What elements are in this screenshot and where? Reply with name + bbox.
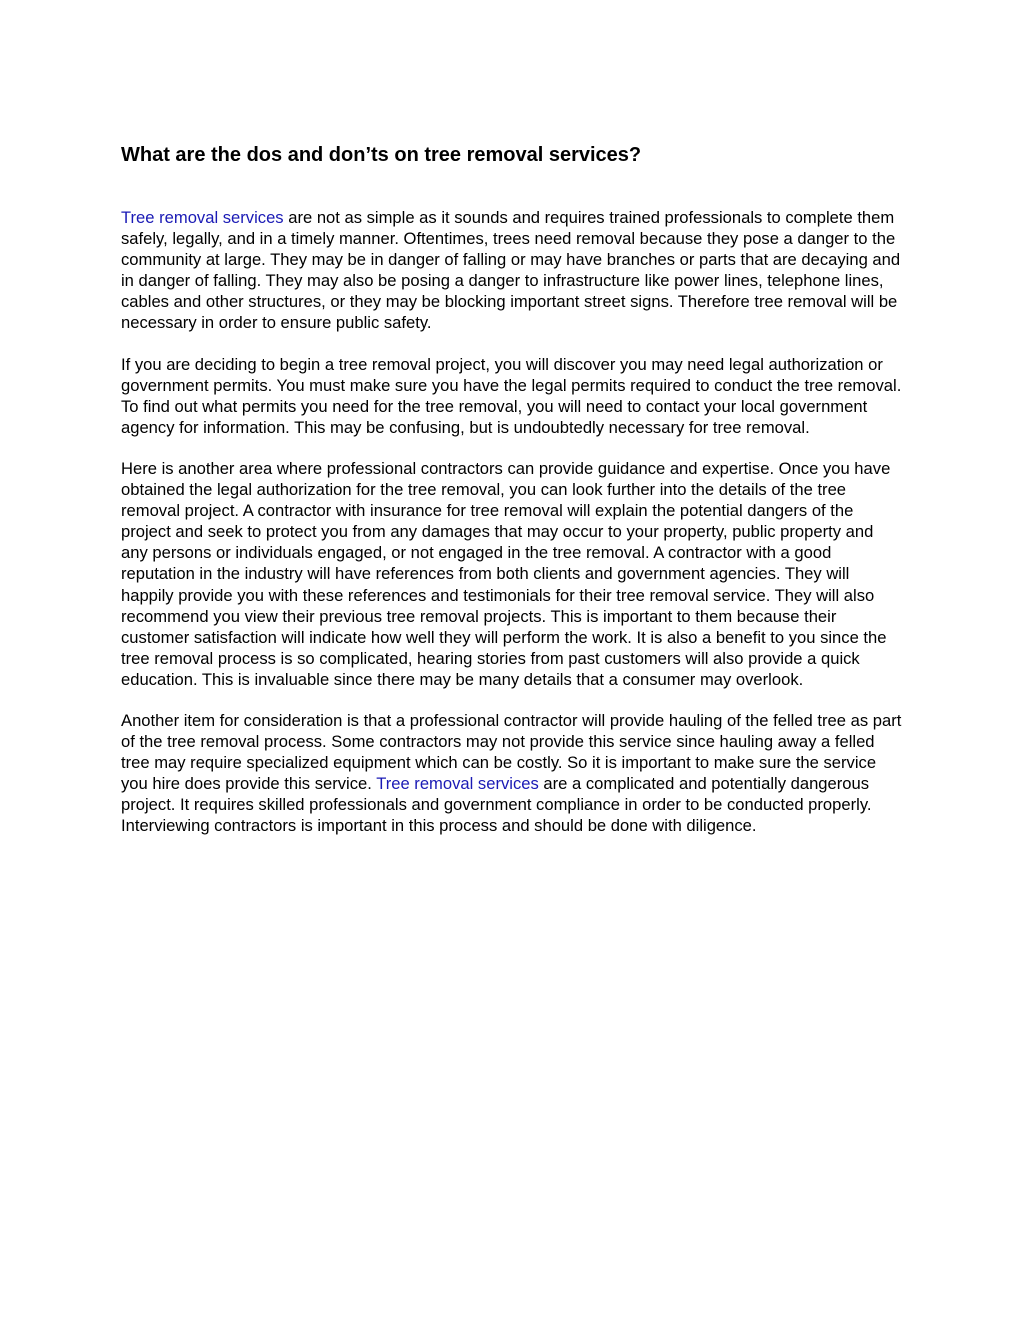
tree-removal-services-link-1[interactable]: Tree removal services: [121, 208, 284, 227]
paragraph-1: [121, 207, 903, 334]
paragraph-4: [121, 710, 903, 837]
article-body: [121, 207, 903, 857]
paragraph-4-text-before: Another item for consideration is that a professional contractor will provide hauling of the felled tree as part of the tree removal process. Some contractors may not provide this service since hauling away a felled tree may require specialized equipment which can be costly. So it is important to make sure the service you hire does provide this service.: [121, 710, 902, 794]
tree-removal-services-link-2[interactable]: Tree removal services: [376, 774, 539, 794]
paragraph-3-text: Here is another area where professional contractors can provide guidance and expertise. Once you have obtained the legal authorization for the tree removal, you can look further into the details of the tree removal project. A contractor with insurance for tree removal will explain the potential dangers of the project and seek to protect you from any damages that may occur to your property, public property and any persons or individuals engaged, or not engaged in the tree removal. A contractor with a good reputation in the industry will have references from both clients and government agencies. They will happily provide you with these references and testimonials for their tree removal service. They will also recommend you view their previous tree removal projects. This is important to them because their customer satisfaction will indicate how well they will perform the work. It is also a benefit to you since the tree removal process is so complicated, hearing stories from past customers will also provide a quick education. This is invaluable since there may be many details that a consumer may overlook.: [121, 458, 891, 689]
page-title: What are the dos and don’ts on tree removal services?: [121, 144, 642, 166]
paragraph-2-text: If you are deciding to begin a tree removal project, you will discover you may need legal authorization or government permits. You must make sure you have the legal permits required to conduct the tree removal. To find out what permits you need for the tree removal, you will need to contact your local government agency for information. This may be confusing, but is undoubtedly necessary for tree removal.: [121, 354, 902, 437]
paragraph-4-text-after: are a complicated and potentially dangerous project. It requires skilled professionals and government compliance in order to be conducted properly. Interviewing contractors is important in this process and should be done with diligence.: [121, 774, 872, 836]
paragraph-3: [121, 458, 903, 690]
paragraph-2: [121, 354, 903, 438]
paragraph-1-text: are not as simple as it sounds and requires trained professionals to complete them safely, legally, and in a timely manner. Oftentimes, trees need removal because they pose a danger to the community at large. They may be in danger of falling or may have branches or parts that are decaying and in danger of falling. They may also be posing a danger to infrastructure like power lines, telephone lines, cables and other structures, or they may be blocking important street signs. Therefore tree removal will be necessary in order to ensure public safety.: [121, 208, 901, 333]
